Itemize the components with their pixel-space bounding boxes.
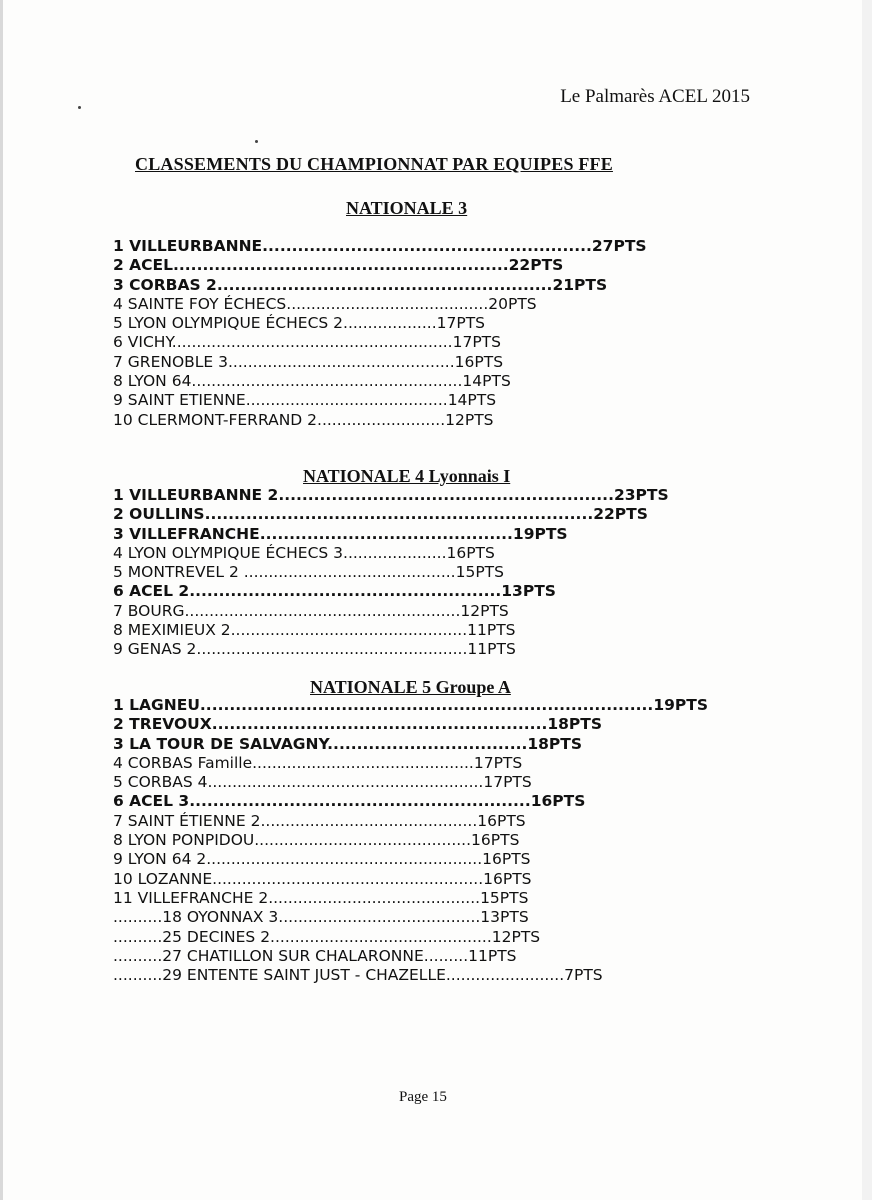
ranking-row: 4 SAINTE FOY ÉCHECS.........................................20PTS	[113, 294, 537, 313]
ranking-row: 6 VICHY.........................................................17PTS	[113, 333, 501, 352]
ranking-row: 10 LOZANNE.......................................................16PTS	[113, 869, 532, 888]
ranking-row: 8 LYON 64.......................................................14PTS	[113, 372, 511, 391]
scan-speck	[78, 106, 81, 109]
ranking-row: 5 LYON OLYMPIQUE ÉCHECS 2...................17PTS	[113, 314, 486, 333]
ranking-row: 6 ACEL 3..........................................................16PTS	[113, 792, 586, 811]
ranking-row: ..........29 ENTENTE SAINT JUST - CHAZELLE........................7PTS	[113, 966, 603, 985]
ranking-row: 9 SAINT ETIENNE.........................................14PTS	[113, 391, 497, 410]
ranking-row: 8 LYON PONPIDOU............................................16PTS	[113, 831, 520, 850]
ranking-row: 5 CORBAS 4........................................................17PTS	[113, 773, 532, 792]
ranking-row: 4 CORBAS Famille.............................................17PTS	[113, 753, 523, 772]
ranking-row: 5 MONTREVEL 2 ...........................................15PTS	[113, 563, 504, 582]
ranking-row: 10 CLERMONT-FERRAND 2..........................12PTS	[113, 410, 494, 429]
ranking-list-nationale-4	[113, 486, 669, 660]
ranking-row: 6 ACEL 2.....................................................13PTS	[113, 582, 556, 601]
page-number: Page 15	[399, 1089, 447, 1105]
scan-speck	[255, 140, 258, 143]
ranking-row: 1 VILLEURBANNE 2.........................................................23PTS	[113, 486, 669, 504]
ranking-row: 9 GENAS 2.......................................................11PTS	[113, 640, 516, 659]
ranking-list-nationale-5	[113, 696, 708, 985]
ranking-row: 7 GRENOBLE 3..............................................16PTS	[113, 352, 504, 371]
ranking-row: 2 TREVOUX.........................................................18PTS	[113, 715, 603, 734]
ranking-row: 8 MEXIMIEUX 2................................................11PTS	[113, 621, 516, 640]
ranking-row: 7 SAINT ÉTIENNE 2............................................16PTS	[113, 811, 526, 830]
ranking-row: 4 LYON OLYMPIQUE ÉCHECS 3.....................16PTS	[113, 543, 495, 562]
page-edge-shadow	[0, 0, 3, 1200]
ranking-row: ..........18 OYONNAX 3.........................................13PTS	[113, 908, 529, 927]
ranking-row: 7 BOURG........................................................12PTS	[113, 601, 509, 620]
ranking-row: 3 LA TOUR DE SALVAGNY..................................18PTS	[113, 734, 583, 753]
ranking-row: 11 VILLEFRANCHE 2...........................................15PTS	[113, 888, 529, 907]
page-edge-right	[862, 0, 872, 1200]
ranking-row: 2 OULLINS..................................................................22PTS	[113, 505, 648, 524]
ranking-row: 2 ACEL.........................................................22PTS	[113, 256, 564, 275]
ranking-list-nationale-3	[113, 237, 647, 430]
section-title-nationale-5: NATIONALE 5 Groupe A	[310, 677, 511, 697]
ranking-row: 3 VILLEFRANCHE...........................................19PTS	[113, 524, 568, 543]
page-title: CLASSEMENTS DU CHAMPIONNAT PAR EQUIPES FFE	[135, 154, 613, 174]
ranking-row: ..........25 DECINES 2.............................................12PTS	[113, 927, 541, 946]
section-title-nationale-4: NATIONALE 4 Lyonnais I	[303, 466, 511, 486]
ranking-row: 3 CORBAS 2.........................................................21PTS	[113, 275, 608, 294]
section-title-nationale-3: NATIONALE 3	[346, 198, 468, 218]
ranking-row: ..........27 CHATILLON SUR CHALARONNE.........11PTS	[113, 946, 517, 965]
running-header: Le Palmarès ACEL 2015	[560, 86, 750, 107]
ranking-row: 1 VILLEURBANNE........................................................27PTS	[113, 237, 647, 255]
ranking-row: 9 LYON 64 2........................................................16PTS	[113, 850, 531, 869]
ranking-row: 1 LAGNEU.............................................................................19PTS	[113, 696, 708, 714]
